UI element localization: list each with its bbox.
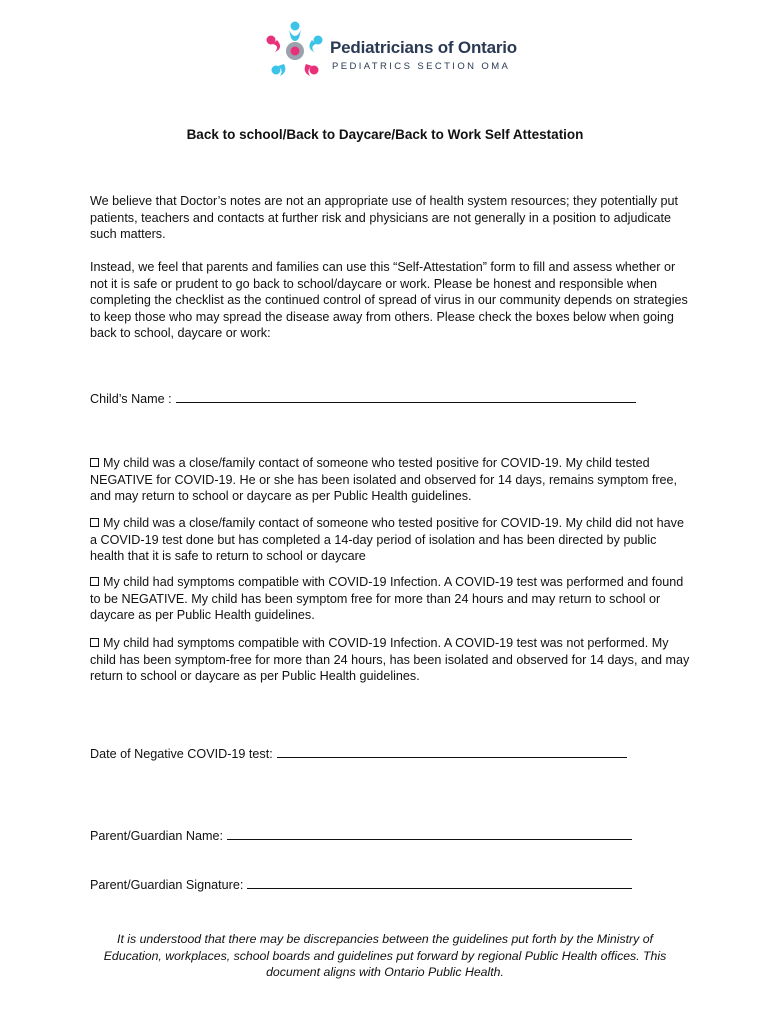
checklist-item (90, 455, 690, 505)
checklist-item (90, 574, 690, 624)
checkbox[interactable] (90, 638, 99, 647)
guardian-signature-label: Parent/Guardian Signature: (90, 878, 244, 892)
checklist-item (90, 635, 690, 685)
org-name: Pediatricians of Ontario (330, 38, 517, 57)
intro-paragraph-1: We believe that Doctor’s notes are not an appropriate use of health system resources; they potentially put patients, teachers and contacts at further risk and physicians are not generally in a position to adjudicate such matters. (90, 194, 679, 241)
people-circle-logo-icon (262, 18, 328, 84)
checklist-item (90, 515, 690, 565)
checklist-item-text: My child had symptoms compatible with COVID-19 Infection. A COVID-19 test was performed and found to be NEGATIVE. My child has been symptom free for more than 24 hours and may return to school or daycare as per Public Health guidelines. (90, 575, 684, 622)
footer-disclaimer: It is understood that there may be discrepancies between the guidelines put forth by the Ministry of Education, workplaces, school boards and guidelines put forward by regional Public Health offices. This document aligns with Ontario Public Health. (103, 932, 667, 979)
org-subtitle: PEDIATRICS SECTION OMA (332, 61, 511, 72)
guardian-signature-field (90, 876, 632, 892)
page-title: Back to school/Back to Daycare/Back to Work Self Attestation (186, 127, 584, 142)
checklist-item-text: My child was a close/family contact of someone who tested positive for COVID-19. My child did not have a COVID-19 test done but has completed a 14-day period of isolation and has been directed by public health that it is safe to return to school or daycare (90, 516, 684, 563)
test-date-input[interactable] (277, 745, 627, 758)
intro-paragraph-2: Instead, we feel that parents and families can use this “Self-Attestation” form to fill and assess whether or not it is safe or prudent to go back to school/daycare or work. Please be honest and responsible when completing the checklist as the continued control of spread of virus in our community depends on strategies to keep those who may spread the disease away from others. Please check the boxes below when going back to school, daycare or work: (90, 260, 688, 340)
child-name-input[interactable] (176, 390, 636, 403)
checklist-item-text: My child was a close/family contact of someone who tested positive for COVID-19. My child tested NEGATIVE for COVID-19. He or she has been isolated and observed for 14 days, remains symptom free, and may return to school or daycare as per Public Health guidelines. (90, 456, 678, 503)
checkbox[interactable] (90, 518, 99, 527)
checkbox[interactable] (90, 458, 99, 467)
test-date-field (90, 745, 627, 761)
org-logo (262, 18, 562, 88)
child-name-field (90, 390, 636, 406)
test-date-label: Date of Negative COVID-19 test: (90, 747, 273, 761)
guardian-name-field (90, 827, 632, 843)
guardian-name-label: Parent/Guardian Name: (90, 829, 224, 843)
guardian-signature-input[interactable] (247, 876, 632, 889)
checkbox[interactable] (90, 577, 99, 586)
checklist-item-text: My child had symptoms compatible with COVID-19 Infection. A COVID-19 test was not performed. My child has been symptom-free for more than 24 hours, has been isolated and observed for 14 days, and may return to school or daycare as per Public Health guidelines. (90, 636, 690, 683)
child-name-label: Child’s Name : (90, 392, 172, 406)
guardian-name-input[interactable] (227, 827, 632, 840)
